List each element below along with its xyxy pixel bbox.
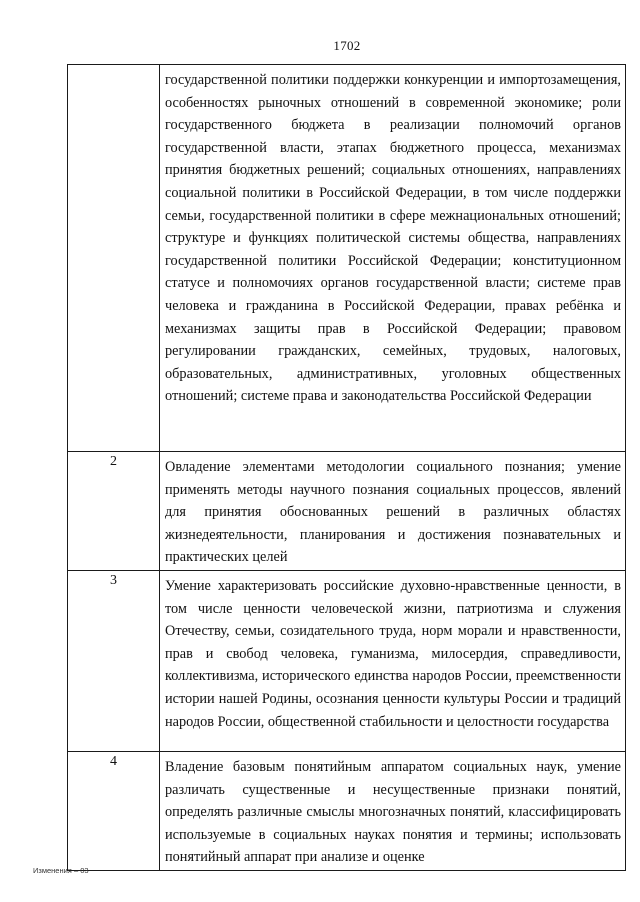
row-text: Умение характеризовать российские духовно-нравственные ценности, в том числе ценности человеческой жизни, патриотизма и служения Отечеству, семьи, созидательного труда, норм морали и нравственности, прав и свобод человека, гуманизма, милосердия, справедливости, коллективизма, исторического единства народов России, преемственности истории нашей Родины, осознания ценности культуры России и традиций народов России, общественной стабильности и целостности государства — [160, 570, 626, 751]
row-text: государственной политики поддержки конкуренции и импортозамещения, особенностях рыночных отношений в современной экономике; роли государственного бюджета в реализации полномочий органов государственной власти, этапах бюджетного процесса, механизмах принятия бюджетных решений; социальных отношениях, направлениях социальной политики в Российской Федерации, в том числе поддержки семьи, государственной политики в сфере межнациональных отношений; структуре и функциях политической системы общества, направлениях государственной политики Российской Федерации; конституционном статусе и полномочиях органов государственной власти; системе прав человека и гражданина в Российской Федерации, правах ребёнка и механизмах защиты прав в Российской Федерации; правовом регулировании гражданских, семейных, трудовых, налоговых, образовательных, административных, уголовных общественных отношений; системе права и законодательства Российской Федерации — [160, 65, 626, 452]
requirements-table — [67, 64, 626, 871]
table-row — [68, 65, 626, 452]
table-row — [68, 570, 626, 751]
row-number — [68, 65, 160, 452]
revision-footer: Изменения – 03 — [33, 866, 89, 875]
row-number: 3 — [68, 570, 160, 751]
table-row — [68, 751, 626, 870]
row-text: Владение базовым понятийным аппаратом социальных наук, умение различать существенные и несущественные признаки понятий, определять различные смыслы многозначных понятий, классифицировать используемые в социальных науках понятия и термины; использовать понятийный аппарат при анализе и оценке — [160, 751, 626, 870]
row-number: 2 — [68, 452, 160, 571]
row-number: 4 — [68, 751, 160, 870]
page-number: 1702 — [333, 38, 361, 53]
table-row — [68, 452, 626, 571]
row-text: Овладение элементами методологии социального познания; умение применять методы научного познания социальных процессов, явлений для принятия обоснованных решений в различных областях жизнедеятельности, планирования и достижения познавательных и практических целей — [160, 452, 626, 571]
